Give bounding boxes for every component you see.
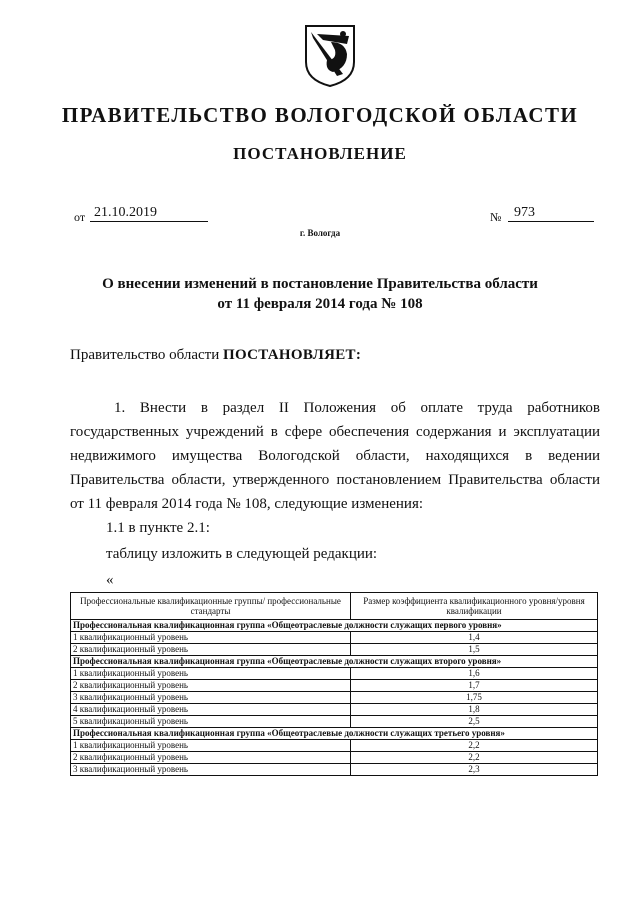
date-label: от <box>74 210 86 224</box>
level-cell: 2 квалификационный уровень <box>71 644 351 656</box>
level-cell: 1 квалификационный уровень <box>71 740 351 752</box>
document-number: 973 <box>508 205 594 222</box>
coef-cell: 1,4 <box>351 632 598 644</box>
coef-cell: 2,2 <box>351 752 598 764</box>
decree-prefix: Правительство области <box>70 347 220 363</box>
level-cell: 1 квалификационный уровень <box>71 632 351 644</box>
level-cell: 2 квалификационный уровень <box>71 752 351 764</box>
government-title: ПРАВИТЕЛЬСТВО ВОЛОГОДСКОЙ ОБЛАСТИ <box>61 103 579 127</box>
coef-cell: 2,2 <box>351 740 598 752</box>
table-row <box>71 716 598 728</box>
subject-line-1: О внесении изменений в постановление Правительства области <box>102 276 538 292</box>
level-cell: 1 квалификационный уровень <box>71 668 351 680</box>
coefficient-table <box>70 592 598 776</box>
table-row <box>71 752 598 764</box>
coef-cell: 1,5 <box>351 644 598 656</box>
city: г. Вологда <box>299 228 341 238</box>
col2-header: Размер коэффициента квалификационного уровня/уровня квалификации <box>351 593 598 620</box>
level-cell: 3 квалификационный уровень <box>71 692 351 704</box>
table-row <box>71 704 598 716</box>
item-1-1-text: таблицу изложить в следующей редакции: <box>106 546 378 562</box>
coef-cell: 2,5 <box>351 716 598 728</box>
table-row <box>71 692 598 704</box>
table-row <box>71 668 598 680</box>
document-date: 21.10.2019 <box>90 205 208 222</box>
table-row <box>71 764 598 776</box>
group-row <box>71 728 598 740</box>
table-row <box>71 632 598 644</box>
coef-cell: 1,8 <box>351 704 598 716</box>
coef-cell: 1,6 <box>351 668 598 680</box>
decree-statement <box>70 343 600 367</box>
table-header-row <box>71 593 598 620</box>
number-label: № <box>490 210 502 224</box>
group-row <box>71 620 598 632</box>
item-1-text: 1. Внести в раздел II Положения об оплате труда работников государственных учреждений в сфере обеспечения содержания и эксплуатации недвижимого имущества Вологодской области, находящихся в ведении Правительства области, утвержденного постановлением Правительства области от 11 февраля 2014 года № 108, следующие изменения: <box>70 400 600 512</box>
open-quote: « <box>106 572 114 588</box>
table-row <box>71 644 598 656</box>
group-title: Профессиональная квалификационная группа «Общеотраслевые должности служащих второго уровня» <box>71 656 598 668</box>
level-cell: 3 квалификационный уровень <box>71 764 351 776</box>
decree-word: ПОСТАНОВЛЯЕТ: <box>222 347 362 363</box>
coef-cell: 2,3 <box>351 764 598 776</box>
coef-cell: 1,7 <box>351 680 598 692</box>
document-type: ПОСТАНОВЛЕНИЕ <box>233 144 407 163</box>
table-row <box>71 680 598 692</box>
col1-header: Профессиональные квалификационные группы/ профессиональные стандарты <box>71 593 351 620</box>
coef-cell: 1,75 <box>351 692 598 704</box>
group-row <box>71 656 598 668</box>
item-1-paragraph <box>70 396 600 516</box>
level-cell: 4 квалификационный уровень <box>71 704 351 716</box>
item-1-1: 1.1 в пункте 2.1: <box>106 520 210 536</box>
group-title: Профессиональная квалификационная группа «Общеотраслевые должности служащих первого уровня» <box>71 620 598 632</box>
coat-of-arms-emblem <box>303 24 357 88</box>
table-row <box>71 740 598 752</box>
document-subject <box>60 274 580 314</box>
subject-line-2: от 11 февраля 2014 года № 108 <box>217 296 423 312</box>
level-cell: 2 квалификационный уровень <box>71 680 351 692</box>
level-cell: 5 квалификационный уровень <box>71 716 351 728</box>
group-title: Профессиональная квалификационная группа «Общеотраслевые должности служащих третьего уровня» <box>71 728 598 740</box>
